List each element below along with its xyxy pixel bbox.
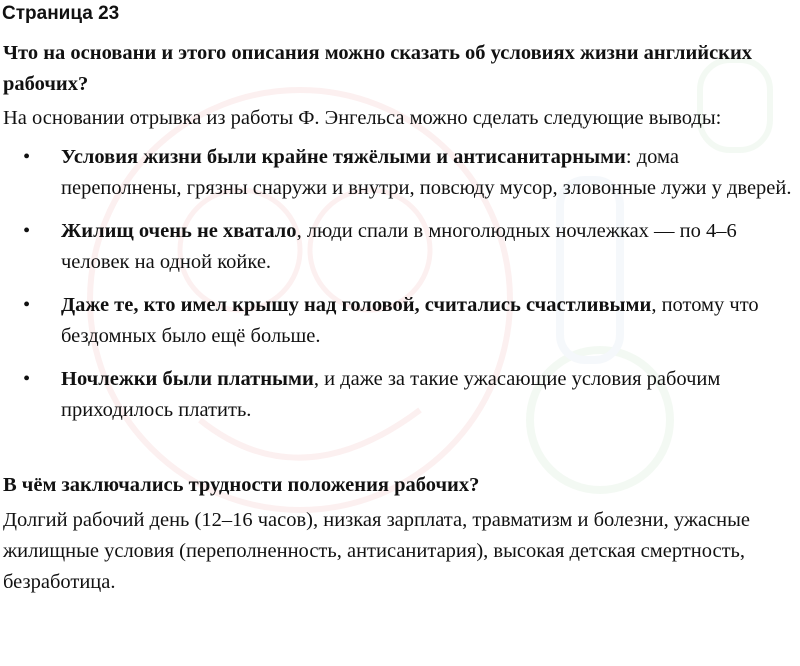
- list-item: [3, 364, 797, 426]
- bullet-icon: •: [23, 220, 31, 242]
- question-2-heading: В чём заключались трудности положения рабочих?: [3, 474, 480, 496]
- list-item-text: , потому что бездомных было ещё больше.: [61, 294, 759, 347]
- list-item-bold: Условия жизни были крайне тяжёлыми и антисанитарными: [61, 146, 626, 168]
- question-1-heading: Что на основани и этого описания можно сказать об условиях жизни английских рабочих?: [3, 42, 753, 95]
- list-item-bold: Даже те, кто имел крышу над головой, считались счастливыми: [61, 294, 652, 316]
- page-header: Страница 23: [2, 3, 120, 24]
- list-item-text: , люди спали в многолюдных ночлежках — по 4–6 человек на одной койке.: [61, 220, 737, 273]
- list-item: [3, 142, 797, 204]
- list-item: [3, 216, 797, 278]
- list-item-bold: Жилищ очень не хватало: [61, 220, 297, 242]
- question-2-answer: Долгий рабочий день (12–16 часов), низкая зарплата, травматизм и болезни, ужасные жилищные условия (переполненность, антисанитария), высокая детская смертность, безработица.: [3, 509, 751, 593]
- list-item-text: , и даже за такие ужасающие условия рабочим приходилось платить.: [61, 368, 721, 421]
- content: [3, 38, 797, 598]
- list-item-text: : дома переполнены, грязны снаружи и внутри, повсюду мусор, зловонные лужи у дверей.: [61, 146, 792, 199]
- bullet-icon: •: [23, 146, 31, 168]
- question-1-intro: На основании отрывка из работы Ф. Энгельса можно сделать следующие выводы:: [3, 107, 722, 129]
- bullet-icon: •: [23, 368, 31, 390]
- list-item: [3, 290, 797, 352]
- list-item-bold: Ночлежки были платными: [61, 368, 314, 390]
- bullet-icon: •: [23, 294, 31, 316]
- question-1-bullet-list: [3, 142, 797, 426]
